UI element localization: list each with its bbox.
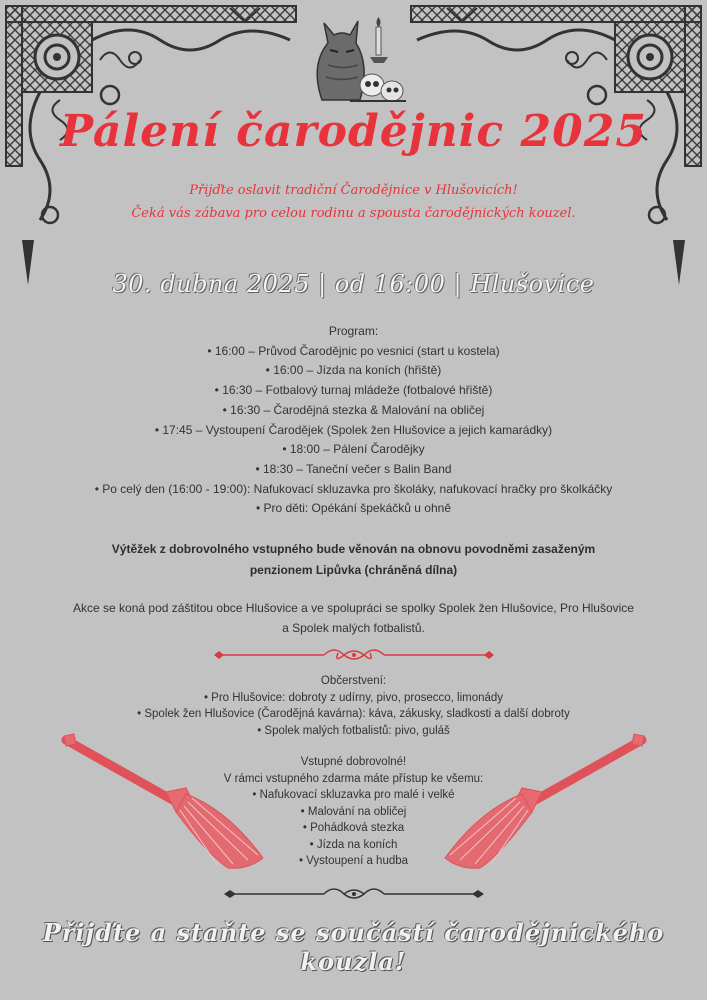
entry-section [0, 754, 707, 870]
entry-item: • Malování na obličej [300, 805, 407, 818]
entry-item: • Nafukovací skluzavka pro malé i velké [252, 789, 455, 801]
program-section [0, 322, 707, 519]
refreshments-item: • Spolek malých fotbalistů: pivo, guláš [257, 724, 450, 737]
page-title: Pálení čarodějnic 2025 [60, 106, 647, 157]
program-heading: Program: [328, 324, 379, 338]
proceeds-note [0, 539, 707, 581]
invite-line-1: Přijďte oslavit tradiční Čarodějnice v Hlušovicích! [189, 183, 518, 198]
entry-item: • Pohádková stezka [302, 822, 405, 834]
entry-item: • Jízda na koních [309, 838, 398, 851]
program-item: • 18:00 – Pálení Čarodějky [282, 442, 425, 457]
program-item: • 17:45 – Vystoupení Čarodějek (Spolek žen Hlušovice a jejich kamarádky) [154, 422, 553, 437]
program-item: • 16:30 – Fotbalový turnaj mládeže (fotbalové hřiště) [214, 383, 493, 398]
proceeds-line-2: penzionem Lipůvka (chráněná dílna) [249, 563, 458, 577]
red-divider [214, 645, 494, 665]
proceeds-line-1: Výtěžek z dobrovolného vstupného bude věnován na obnovu povodněmi zasaženým [111, 542, 596, 556]
dark-divider [224, 884, 484, 904]
program-item: • 16:00 – Průvod Čarodějnic po vesnici (start u kostela) [207, 343, 500, 358]
program-item: • Po celý den (16:00 - 19:00): Nafukovací skluzavka pro školáky, nafukovací hračky pro školkáčky [94, 481, 613, 496]
footer-slogan: Přijďte a staňte se součástí čarodějnického kouzla! [42, 918, 665, 976]
entry-subheading: V rámci vstupného zdarma máte přístup ke všemu: [223, 772, 484, 785]
invite-line-2: Čeká vás zábava pro celou rodinu a spousta čarodějnických kouzel. [131, 206, 576, 221]
date-line: 30. dubna 2025 | od 16:00 | Hlušovice [112, 270, 595, 298]
patronage-line-1: Akce se koná pod záštitou obce Hlušovice a ve spolupráci se spolky Spolek žen Hlušovice, Pro Hlušovice [73, 601, 634, 615]
cat-candle-skulls-illustration [300, 5, 410, 105]
program-item: • 18:30 – Taneční večer s Balin Band [255, 461, 452, 476]
patronage-note [0, 598, 707, 638]
program-item: • Pro děti: Opékání špekáčků u ohně [256, 501, 451, 516]
patronage-line-2: a Spolek malých fotbalistů. [282, 621, 425, 635]
program-item: • 16:30 – Čarodějná stezka & Malování na obličej [222, 402, 485, 417]
entry-item: • Vystoupení a hudba [298, 855, 409, 867]
refreshments-heading: Občerstvení: [320, 675, 387, 687]
refreshments-item: • Spolek žen Hlušovice (Čarodějná kavárna): káva, zákusky, sladkosti a další dobroty [137, 708, 570, 720]
entry-heading: Vstupné dobrovolné! [300, 756, 407, 768]
program-item: • 16:00 – Jízda na koních (hřiště) [265, 363, 442, 378]
refreshments-item: • Pro Hlušovice: dobroty z udírny, pivo, prosecco, limonády [203, 691, 504, 704]
